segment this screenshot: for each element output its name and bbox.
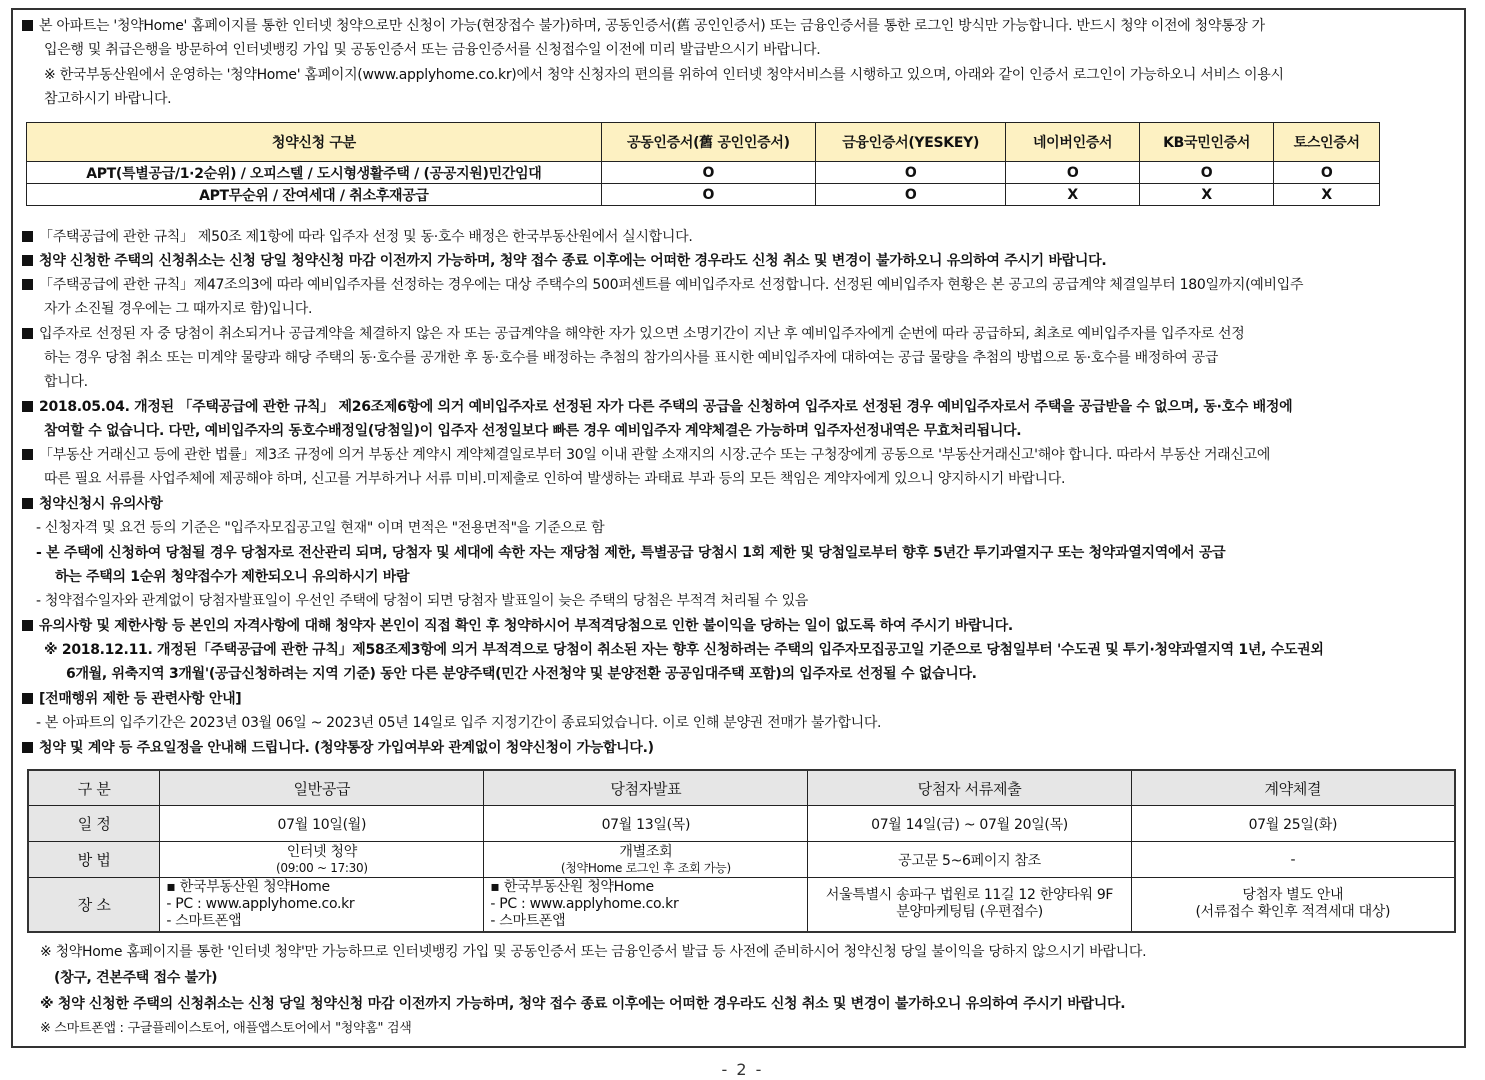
- body-line: ※ 2018.12.11. 개정된「주택공급에 관한 규칙」제58조제3항에 의거 부적격으로 당첨이 취소된 자는 향후 신청하려는 주택의 입주자모집공고일 기준으로 당첨일부터 '수도권 및 투기·청약과열지역 1년, 수도권외: [44, 642, 1324, 658]
- cert-cell: X: [1006, 184, 1139, 206]
- cert-header: KB국민인증서: [1139, 123, 1274, 162]
- bullet-square-icon: [22, 498, 33, 509]
- schedule-cell: 07월 13일(목): [484, 806, 808, 842]
- notice-line-3: ※ 한국부동산원에서 운영하는 '청약Home' 홈페이지(www.applyhome.co.kr)에서 청약 신청자의 편의를 위하여 인터넷 청약서비스를 시행하고 있으며, 아래와 같이 인증서 로그인이 가능하오니 서비스 이용시: [44, 67, 1284, 83]
- schedule-cell: -: [1131, 842, 1455, 878]
- bullet-square-icon: [22, 693, 33, 704]
- section-heading: 청약 및 계약 등 주요일정을 안내해 드립니다. (청약통장 가입여부와 관계없이 청약신청이 가능합니다.): [22, 736, 1467, 760]
- bullet-square-icon: [22, 742, 33, 753]
- place-line: - PC : www.applyhome.co.kr: [166, 895, 355, 912]
- body-line: 입주자로 선정된 자 중 당첨이 취소되거나 공급계약을 체결하지 않은 자 또는 공급계약을 해약한 자가 있으면 소명기간이 지난 후 예비입주자에게 순번에 따라 공급하되, 최초로 예비입주자를 입주자로 선정: [22, 322, 1467, 346]
- footer-note: (창구, 견본주택 접수 불가): [54, 970, 218, 986]
- body-line: 하는 주택의 1순위 청약접수가 제한되오니 유의하시기 바람: [55, 569, 410, 585]
- footer-note: ※ 청약Home 홈페이지를 통한 '인터넷 청약'만 가능하므로 인터넷뱅킹 가입 및 공동인증서 또는 금융인증서 발급 등 사전에 준비하시어 청약신청 당일 불이익을 당하지 않으시기 바랍니다.: [40, 944, 1147, 960]
- cert-cell: APT(특별공급/1·2순위) / 오피스텔 / 도시형생활주택 / (공공지원)민간임대: [27, 162, 602, 184]
- footer-note: ※ 스마트폰앱 : 구글플레이스토어, 애플앱스토어에서 "청약홈" 검색: [40, 1021, 412, 1036]
- notice-line-1: 본 아파트는 '청약Home' 홈페이지를 통한 인터넷 청약으로만 신청이 가능(현장접수 불가)하며, 공동인증서(舊 공인인증서) 또는 금융인증서를 통한 로그인 방식만 가능합니다. 반드시 청약 이전에 청약통장 가: [22, 14, 1467, 38]
- cert-cell: X: [1139, 184, 1274, 206]
- schedule-header: 계약체결: [1131, 770, 1455, 806]
- cert-cell: O: [601, 162, 815, 184]
- schedule-cell: [484, 878, 808, 932]
- place-line: ▪ 한국부동산원 청약Home: [490, 878, 654, 895]
- body-line: 유의사항 및 제한사항 등 본인의 자격사항에 대해 청약자 본인이 직접 확인 후 청약하시어 부적격당첨으로 인한 불이익을 당하는 일이 없도록 하여 주시기 바랍니다.: [22, 614, 1467, 638]
- place-line: 서울특별시 송파구 법원로 11길 12 한양타워 9F: [825, 887, 1114, 904]
- row-label: 장 소: [28, 878, 160, 932]
- schedule-cell: 공고문 5~6페이지 참조: [808, 842, 1131, 878]
- cert-cell: APT무순위 / 잔여세대 / 취소후재공급: [27, 184, 602, 206]
- body-line: - 신청자격 및 요건 등의 기준은 "입주자모집공고일 현재" 이며 면적은 "전용면적"을 기준으로 함: [36, 520, 605, 536]
- place-line: - 스마트폰앱: [490, 912, 566, 929]
- schedule-cell: 07월 14일(금) ~ 07월 20일(목): [808, 806, 1131, 842]
- body-line: 「부동산 거래신고 등에 관한 법률」제3조 규정에 의거 부동산 계약시 계약체결일로부터 30일 이내 관할 소재지의 시장.군수 또는 구청장에게 공동으로 '부동산거래신고'해야 합니다. 따라서 부동산 거래신고에: [22, 443, 1467, 467]
- cert-cell: O: [815, 162, 1005, 184]
- schedule-table: [27, 769, 1456, 933]
- place-line: ▪ 한국부동산원 청약Home: [166, 878, 330, 895]
- cert-header: 금융인증서(YESKEY): [815, 123, 1005, 162]
- cert-header: 공동인증서(舊 공인인증서): [601, 123, 815, 162]
- footer-note: ※ 청약 신청한 주택의 신청취소는 신청 당일 청약신청 마감 이전까지 가능하며, 청약 접수 종료 이후에는 어떠한 경우라도 신청 취소 및 변경이 불가하오니 유의하여 주시기 바랍니다.: [40, 996, 1126, 1012]
- body-line: 따른 필요 서류를 사업주체에 제공해야 하며, 신고를 거부하거나 서류 미비.미제출로 인하여 발생하는 과태료 부과 등의 모든 책임은 계약자에게 있으니 양지하시기 바랍니다.: [44, 471, 1066, 487]
- body-line: - 청약접수일자와 관계없이 당첨자발표일이 우선인 주택에 당첨이 되면 당첨자 발표일이 늦은 주택의 당첨은 부적격 처리될 수 있음: [36, 593, 809, 609]
- method-subtext: (청약Home 로그인 후 조회 가능): [560, 860, 731, 875]
- bullet-square-icon: [22, 279, 33, 290]
- table-row: [28, 806, 1455, 842]
- body-line: 「주택공급에 관한 규칙」제47조의3에 따라 예비입주자를 선정하는 경우에는 대상 주택수의 500퍼센트를 예비입주자로 선정합니다. 선정된 예비입주자 현황은 본 공고의 공급계약 체결일부터 180일까지(예비입주: [22, 273, 1467, 297]
- body-line: - 본 아파트의 입주기간은 2023년 03월 06일 ~ 2023년 05년 14일로 입주 지정기간이 종료되었습니다. 이로 인해 분양권 전매가 불가합니다.: [36, 715, 882, 731]
- method-subtext: (09:00 ~ 17:30): [275, 860, 368, 875]
- cert-header: 토스인증서: [1274, 123, 1380, 162]
- cert-cell: X: [1274, 184, 1380, 206]
- body-line: 합니다.: [44, 374, 88, 390]
- place-line: - 스마트폰앱: [166, 912, 242, 929]
- bullet-square-icon: [22, 255, 33, 266]
- place-line: (서류접수 확인후 적격세대 대상): [1195, 904, 1391, 921]
- row-label: 방 법: [28, 842, 160, 878]
- schedule-cell: [808, 878, 1131, 932]
- place-line: - PC : www.applyhome.co.kr: [490, 895, 679, 912]
- schedule-header: 당첨자 서류제출: [808, 770, 1131, 806]
- bullet-square-icon: [22, 620, 33, 631]
- body-line: 2018.05.04. 개정된 「주택공급에 관한 규칙」 제26조제6항에 의거 예비입주자로 선정된 자가 다른 주택의 공급을 신청하여 입주자로 선정된 경우 예비입주자로서 주택을 공급받을 수 없으며, 동·호수 배정에: [22, 395, 1467, 419]
- cert-cell: O: [601, 184, 815, 206]
- section-heading: [전매행위 제한 등 관련사항 안내]: [22, 687, 1467, 711]
- table-row: [27, 184, 1380, 206]
- schedule-header: 구 분: [28, 770, 160, 806]
- schedule-cell: 07월 10일(월): [160, 806, 484, 842]
- page-number: - 2 -: [721, 1060, 764, 1079]
- notice-line-4: 참고하시기 바랍니다.: [44, 91, 172, 107]
- table-row: [28, 842, 1455, 878]
- schedule-cell: [160, 878, 484, 932]
- body-line: 자가 소진될 경우에는 그 때까지로 함)입니다.: [44, 301, 313, 317]
- cert-cell: O: [1139, 162, 1274, 184]
- bullet-square-icon: [22, 449, 33, 460]
- schedule-cell: [1131, 878, 1455, 932]
- cert-header: 청약신청 구분: [27, 123, 602, 162]
- cert-cell: O: [1006, 162, 1139, 184]
- cert-cell: O: [815, 184, 1005, 206]
- cert-cell: O: [1274, 162, 1380, 184]
- place-line: 당첨자 별도 안내: [1242, 887, 1344, 904]
- schedule-cell: [484, 842, 808, 878]
- body-line: 6개월, 위축지역 3개월'(공급신청하려는 지역 기준) 동안 다른 분양주택(민간 사전청약 및 분양전환 공공임대주택 포함)의 입주자로 선정될 수 없습니다.: [66, 666, 977, 682]
- body-line: 참여할 수 없습니다. 다만, 예비입주자의 동호수배정일(당첨일)이 입주자 선정일보다 빠른 경우 예비입주자 계약체결은 가능하며 입주자선정내역은 무효처리됩니다.: [44, 423, 1022, 439]
- schedule-header: 당첨자발표: [484, 770, 808, 806]
- bullet-square-icon: [22, 231, 33, 242]
- certificate-table: [26, 122, 1380, 206]
- place-line: 분양마케팅팀 (우편접수): [896, 904, 1043, 921]
- cert-header: 네이버인증서: [1006, 123, 1139, 162]
- notice-line-2: 입은행 및 취급은행을 방문하여 인터넷뱅킹 가입 및 공동인증서 또는 금융인증서를 신청접수일 이전에 미리 발급받으시기 바랍니다.: [44, 42, 821, 58]
- table-row: [28, 878, 1455, 932]
- bullet-square-icon: [22, 328, 33, 339]
- method-text: 인터넷 청약: [286, 843, 357, 860]
- bullet-square-icon: [22, 20, 33, 31]
- body-line: 청약 신청한 주택의 신청취소는 신청 당일 청약신청 마감 이전까지 가능하며, 청약 접수 종료 이후에는 어떠한 경우라도 신청 취소 및 변경이 불가하오니 유의하여 주시기 바랍니다.: [22, 249, 1467, 273]
- method-text: 개별조회: [619, 843, 673, 860]
- body-line: 하는 경우 당첨 취소 또는 미계약 물량과 해당 주택의 동·호수를 공개한 후 동·호수를 배정하는 추첨의 참가의사를 표시한 예비입주자에 대하여는 공급 물량을 추첨의 방법으로 동·호수를 배정하여 공급: [44, 350, 1219, 366]
- schedule-cell: [160, 842, 484, 878]
- schedule-header: 일반공급: [160, 770, 484, 806]
- body-line: 「주택공급에 관한 규칙」 제50조 제1항에 따라 입주자 선정 및 동·호수 배정은 한국부동산원에서 실시합니다.: [22, 225, 1467, 249]
- row-label: 일 정: [28, 806, 160, 842]
- schedule-cell: 07월 25일(화): [1131, 806, 1455, 842]
- bullet-square-icon: [22, 401, 33, 412]
- section-heading: 청약신청시 유의사항: [22, 492, 1467, 516]
- table-row: [27, 162, 1380, 184]
- body-line: - 본 주택에 신청하여 당첨될 경우 당첨자로 전산관리 되며, 당첨자 및 세대에 속한 자는 재당첨 제한, 특별공급 당첨시 1회 제한 및 당첨일로부터 향후 5년간 투기과열지구 또는 청약과열지역에서 공급: [36, 545, 1226, 561]
